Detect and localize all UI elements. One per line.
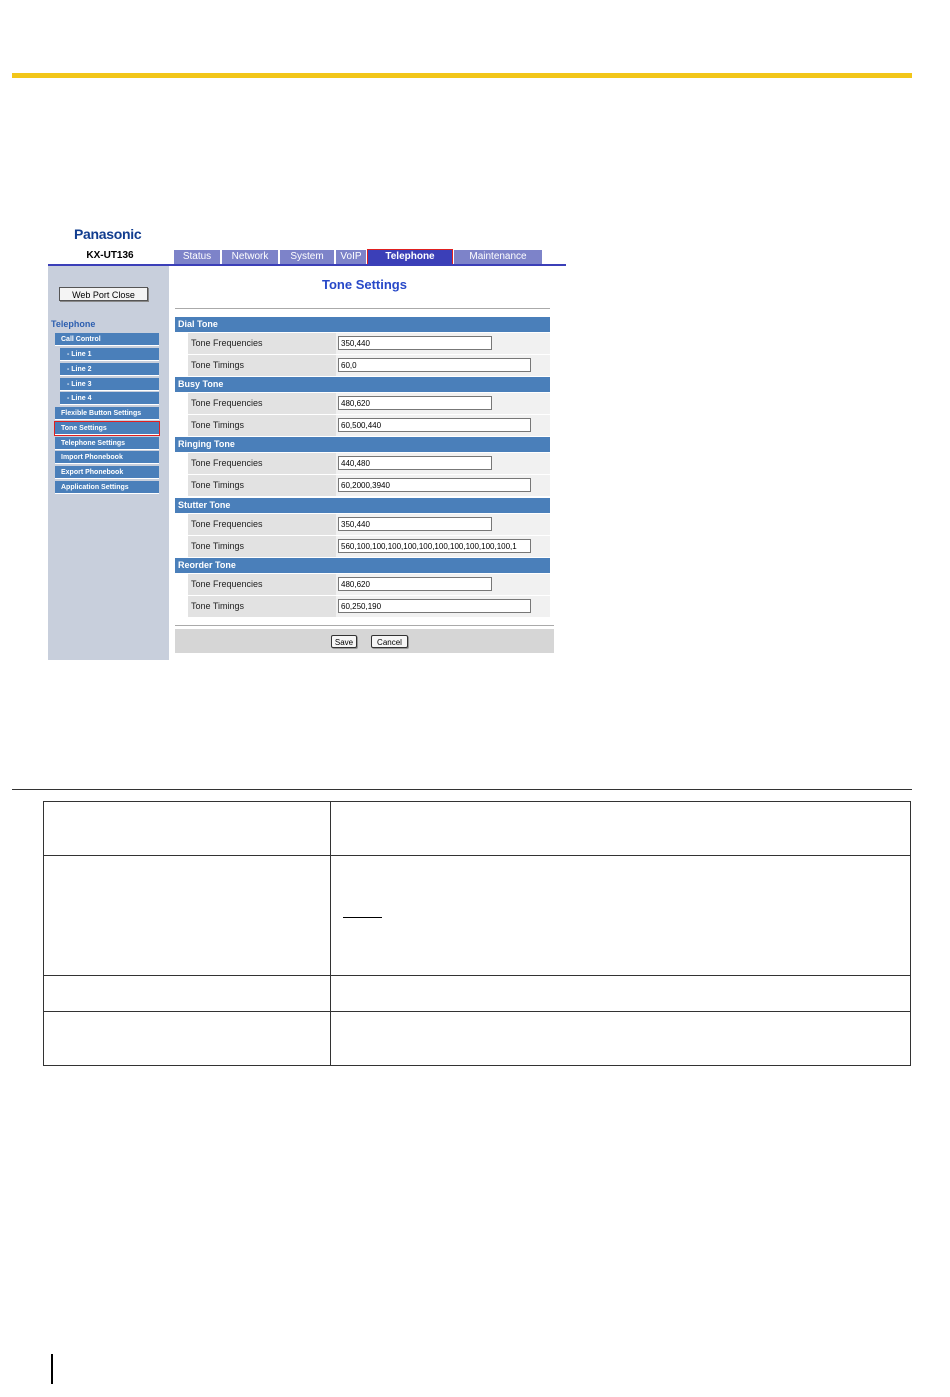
table-row bbox=[44, 976, 911, 1012]
sidebar-item-line-4[interactable]: - Line 4 bbox=[60, 392, 159, 405]
section-rule bbox=[12, 789, 912, 790]
sidebar-item-flexible-button-settings[interactable]: Flexible Button Settings bbox=[55, 407, 159, 420]
tab-system[interactable]: System bbox=[280, 250, 334, 264]
cancel-button[interactable]: Cancel bbox=[371, 635, 408, 648]
reorder-tone-frequencies-input[interactable] bbox=[338, 577, 492, 591]
field-label: Tone Frequencies bbox=[191, 338, 263, 348]
sidebar-item-line-3[interactable]: - Line 3 bbox=[60, 378, 159, 391]
reorder-tone-timings-row bbox=[188, 596, 550, 617]
dial-tone-frequencies-row bbox=[188, 333, 550, 354]
busy-tone-frequencies-input[interactable] bbox=[338, 396, 492, 410]
table-row bbox=[44, 856, 911, 976]
field-label: Tone Timings bbox=[191, 480, 245, 490]
busy-tone-timings-row bbox=[188, 415, 550, 436]
dial-tone-timings-input[interactable] bbox=[338, 358, 531, 372]
stutter-tone-frequencies-input[interactable] bbox=[338, 517, 492, 531]
save-button[interactable]: Save bbox=[331, 635, 357, 648]
table-cell bbox=[44, 1012, 331, 1066]
sidebar-item-application-settings[interactable]: Application Settings bbox=[55, 481, 159, 494]
sidebar-item-tone-settings[interactable]: Tone Settings bbox=[55, 422, 159, 435]
tab-status[interactable]: Status bbox=[174, 250, 220, 264]
table-cell bbox=[331, 976, 911, 1012]
section-reorder-tone-header: Reorder Tone bbox=[175, 558, 550, 573]
sidebar-title: Telephone bbox=[51, 319, 96, 329]
page-margin-bar bbox=[51, 1354, 53, 1384]
reorder-tone-timings-input[interactable] bbox=[338, 599, 531, 613]
ringing-tone-frequencies-input[interactable] bbox=[338, 456, 492, 470]
section-ringing-tone-header: Ringing Tone bbox=[175, 437, 550, 452]
title-divider bbox=[175, 308, 550, 309]
stutter-tone-timings-input[interactable] bbox=[338, 539, 531, 553]
section-dial-tone-header: Dial Tone bbox=[175, 317, 550, 332]
sidebar-item-call-control[interactable]: Call Control bbox=[55, 333, 159, 346]
model-name: KX-UT136 bbox=[86, 250, 134, 261]
busy-tone-timings-input[interactable] bbox=[338, 418, 531, 432]
tab-telephone[interactable]: Telephone bbox=[368, 250, 452, 264]
tab-network[interactable]: Network bbox=[222, 250, 278, 264]
table-cell bbox=[331, 856, 911, 976]
field-label: Tone Frequencies bbox=[191, 579, 263, 589]
reorder-tone-frequencies-row bbox=[188, 574, 550, 595]
web-ui-screenshot bbox=[48, 222, 566, 660]
table-cell bbox=[44, 856, 331, 976]
field-label: Tone Frequencies bbox=[191, 398, 263, 408]
header-rule bbox=[12, 73, 912, 78]
table-cell bbox=[331, 802, 911, 856]
page-title: Tone Settings bbox=[322, 277, 407, 292]
busy-tone-frequencies-row bbox=[188, 393, 550, 414]
sidebar bbox=[48, 266, 169, 660]
sidebar-item-telephone-settings[interactable]: Telephone Settings bbox=[55, 437, 159, 450]
table-cell bbox=[331, 1012, 911, 1066]
tab-maintenance[interactable]: Maintenance bbox=[454, 250, 542, 264]
tab-voip[interactable]: VoIP bbox=[336, 250, 366, 264]
section-stutter-tone-header: Stutter Tone bbox=[175, 498, 550, 513]
field-label: Tone Frequencies bbox=[191, 519, 263, 529]
section-busy-tone-header: Busy Tone bbox=[175, 377, 550, 392]
table-row bbox=[44, 1012, 911, 1066]
table-row bbox=[44, 802, 911, 856]
web-port-close-button[interactable]: Web Port Close bbox=[59, 287, 148, 301]
field-label: Tone Timings bbox=[191, 601, 245, 611]
settings-description-table bbox=[43, 801, 911, 1066]
tab-bar bbox=[174, 250, 542, 264]
underline-mark bbox=[343, 917, 382, 918]
sidebar-item-export-phonebook[interactable]: Export Phonebook bbox=[55, 466, 159, 479]
panasonic-logo: Panasonic bbox=[74, 226, 142, 242]
sidebar-item-line-1[interactable]: - Line 1 bbox=[60, 348, 159, 361]
sidebar-item-line-2[interactable]: - Line 2 bbox=[60, 363, 159, 376]
ringing-tone-frequencies-row bbox=[188, 453, 550, 474]
footer-divider bbox=[175, 625, 554, 626]
button-bar bbox=[175, 629, 554, 653]
field-label: Tone Timings bbox=[191, 541, 245, 551]
ringing-tone-timings-row bbox=[188, 475, 550, 496]
main-panel bbox=[169, 266, 566, 660]
ringing-tone-timings-input[interactable] bbox=[338, 478, 531, 492]
field-label: Tone Timings bbox=[191, 360, 245, 370]
sidebar-item-import-phonebook[interactable]: Import Phonebook bbox=[55, 451, 159, 464]
dial-tone-frequencies-input[interactable] bbox=[338, 336, 492, 350]
field-label: Tone Timings bbox=[191, 420, 245, 430]
table-cell bbox=[44, 976, 331, 1012]
field-label: Tone Frequencies bbox=[191, 458, 263, 468]
stutter-tone-frequencies-row bbox=[188, 514, 550, 535]
dial-tone-timings-row bbox=[188, 355, 550, 376]
table-cell bbox=[44, 802, 331, 856]
stutter-tone-timings-row bbox=[188, 536, 550, 557]
